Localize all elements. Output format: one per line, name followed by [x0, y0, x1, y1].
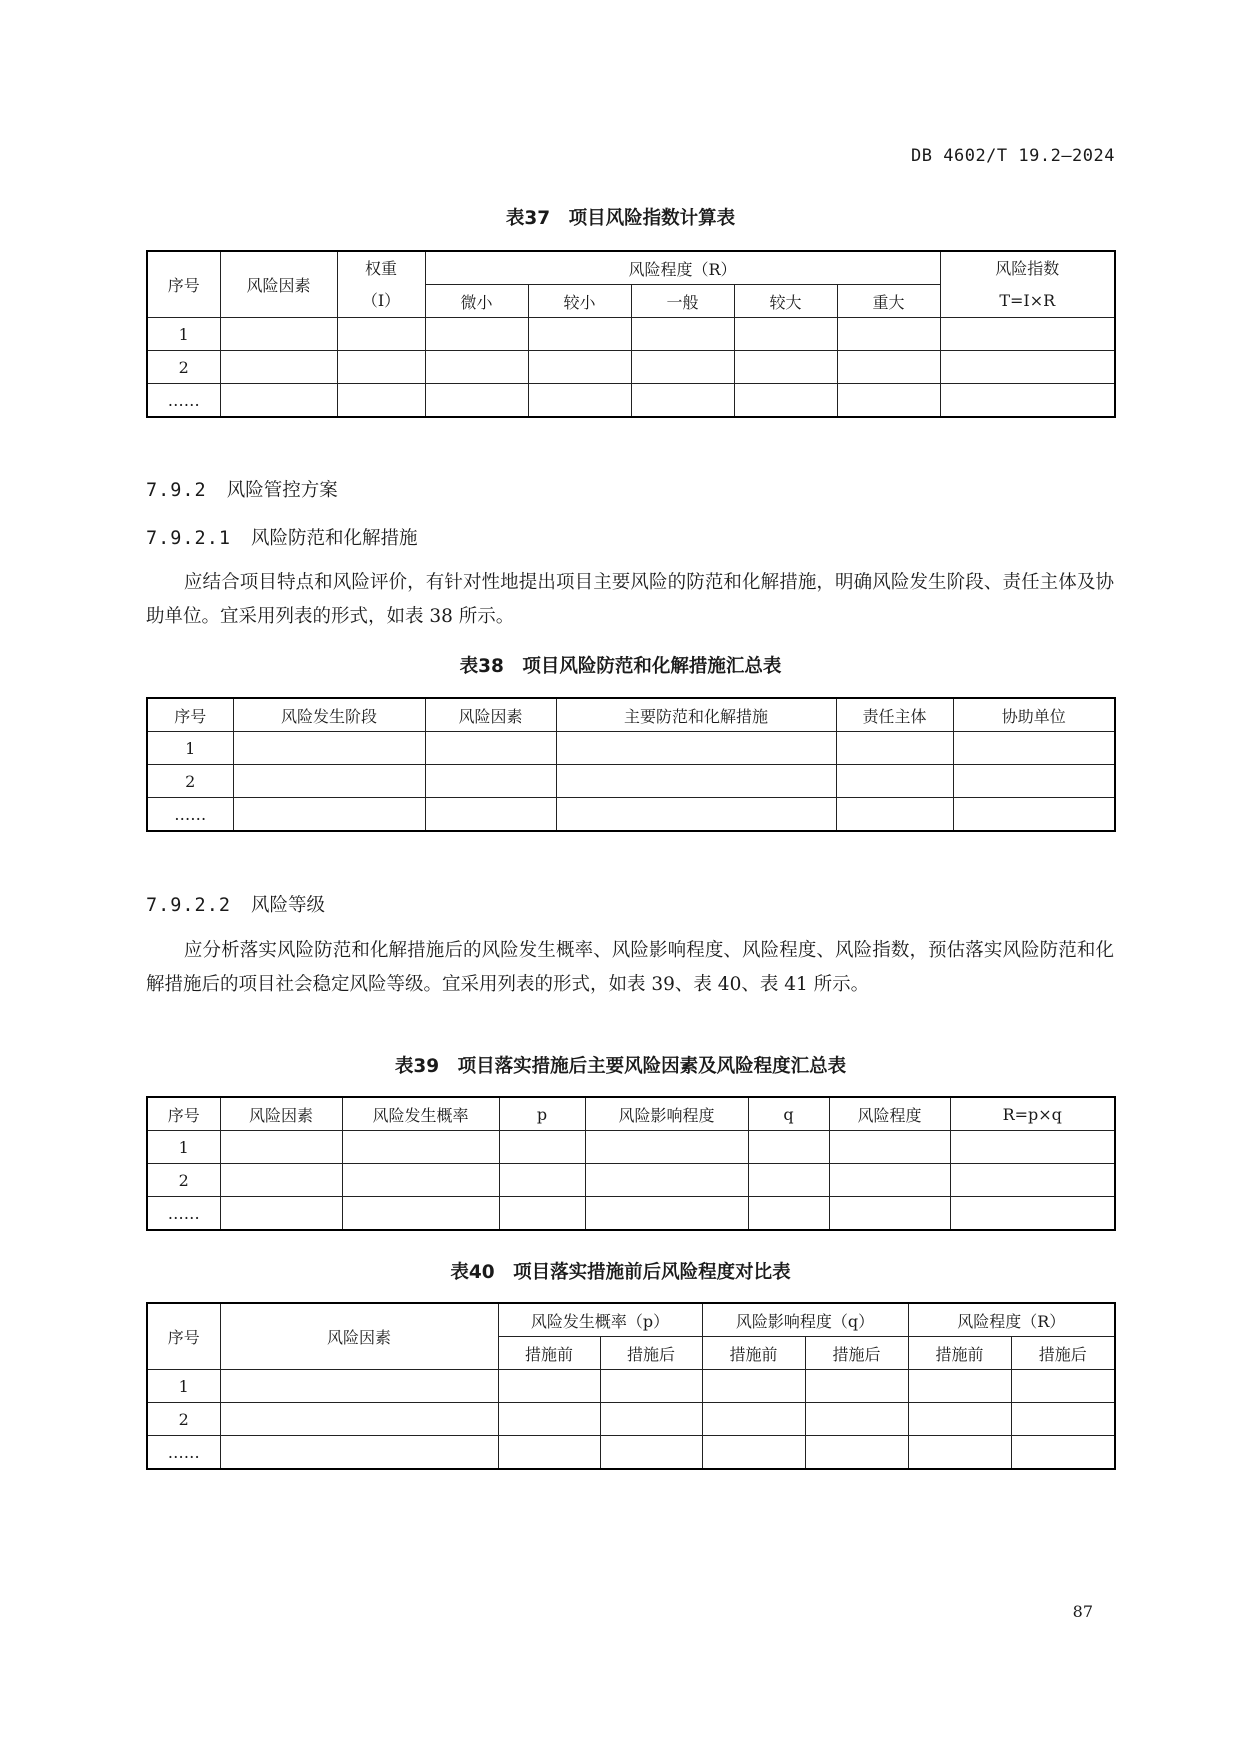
- paragraph-7-9-2-1: 应结合项目特点和风险评价，有针对性地提出项目主要风险的防范和化解措施，明确风险发生阶段、责任主体及协助单位。宜采用列表的形式，如表 38 所示。: [146, 572, 1114, 627]
- header-index-formula: T=I×R: [999, 290, 1056, 310]
- row-seq: ……: [147, 1436, 220, 1470]
- header-weight: [337, 251, 425, 318]
- table39-caption: 表39 项目落实措施后主要风险因素及风险程度汇总表: [394, 1056, 847, 1077]
- section-heading-7-9-2: [146, 476, 338, 502]
- header-factor: 风险因素: [220, 251, 337, 318]
- table-row: [147, 384, 1115, 418]
- table-row: [147, 1403, 1115, 1436]
- table-row: [147, 1436, 1115, 1470]
- header-factor: 风险因素: [220, 1303, 498, 1370]
- header-level: 一般: [631, 285, 734, 318]
- header-level: 较小: [528, 285, 631, 318]
- header-p: p: [499, 1097, 585, 1131]
- header-probability: 风险发生概率（p）: [498, 1303, 702, 1337]
- header-index: [940, 251, 1115, 318]
- row-seq: ……: [147, 1197, 220, 1231]
- header-measures: 主要防范和化解措施: [556, 698, 836, 732]
- header-assisting: 协助单位: [953, 698, 1115, 732]
- document-code: DB 4602/T 19.2—2024: [911, 146, 1115, 166]
- table-row: [147, 1131, 1115, 1164]
- row-seq: ……: [147, 798, 233, 832]
- header-after: 措施后: [1011, 1337, 1115, 1370]
- header-stage: 风险发生阶段: [233, 698, 425, 732]
- header-before: 措施前: [498, 1337, 600, 1370]
- header-degree: 风险程度: [829, 1097, 950, 1131]
- table-row: [147, 1370, 1115, 1403]
- header-seq: 序号: [147, 251, 220, 318]
- section-title: 风险防范和化解措施: [250, 528, 418, 549]
- header-factor: 风险因素: [425, 698, 556, 732]
- row-seq: 2: [147, 1164, 220, 1197]
- section-title: 风险等级: [250, 895, 325, 916]
- section-number: 7.9.2.1: [146, 528, 231, 549]
- table38: [146, 697, 1116, 832]
- table-row: [147, 765, 1115, 798]
- row-seq: 1: [147, 318, 220, 351]
- header-seq: 序号: [147, 1303, 220, 1370]
- paragraph-7-9-2-2: 应分析落实风险防范和化解措施后的风险发生概率、风险影响程度、风险程度、风险指数，预估落实风险防范和化解措施后的项目社会稳定风险等级。宜采用列表的形式，如表 39、表 40、表 41 所示。: [146, 940, 1114, 995]
- header-index-label: 风险指数: [995, 258, 1060, 278]
- header-level: 重大: [837, 285, 940, 318]
- header-formula: R=p×q: [950, 1097, 1115, 1131]
- header-seq: 序号: [147, 698, 233, 732]
- header-probability: 风险发生概率: [342, 1097, 499, 1131]
- row-seq: 1: [147, 1370, 220, 1403]
- table-row: [147, 732, 1115, 765]
- header-degree: 风险程度（R）: [425, 251, 940, 285]
- table-row: [147, 351, 1115, 384]
- row-seq: 2: [147, 351, 220, 384]
- table-row: [147, 798, 1115, 832]
- header-after: 措施后: [805, 1337, 908, 1370]
- table-row: [147, 1197, 1115, 1231]
- row-seq: 1: [147, 1131, 220, 1164]
- row-seq: 2: [147, 765, 233, 798]
- header-weight-label: 权重: [364, 258, 397, 278]
- row-seq: ……: [147, 384, 220, 418]
- table38-caption: 表38 项目风险防范和化解措施汇总表: [459, 656, 782, 677]
- table40: [146, 1302, 1116, 1470]
- header-impact: 风险影响程度（q）: [702, 1303, 908, 1337]
- header-after: 措施后: [600, 1337, 702, 1370]
- header-level: 较大: [734, 285, 837, 318]
- header-factor: 风险因素: [220, 1097, 342, 1131]
- section-number: 7.9.2: [146, 480, 207, 501]
- table-row: [147, 318, 1115, 351]
- table-row: [147, 1164, 1115, 1197]
- header-weight-symbol: （I）: [361, 290, 401, 310]
- header-level: 微小: [425, 285, 528, 318]
- header-seq: 序号: [147, 1097, 220, 1131]
- page-number: 87: [1072, 1602, 1093, 1621]
- table40-caption: 表40 项目落实措施前后风险程度对比表: [450, 1262, 791, 1283]
- section-heading-7-9-2-2: [146, 891, 325, 917]
- header-responsible: 责任主体: [836, 698, 953, 732]
- row-seq: 1: [147, 732, 233, 765]
- header-before: 措施前: [702, 1337, 805, 1370]
- header-q: q: [748, 1097, 829, 1131]
- header-impact: 风险影响程度: [585, 1097, 748, 1131]
- section-title: 风险管控方案: [226, 480, 338, 501]
- section-heading-7-9-2-1: [146, 524, 417, 550]
- table39: [146, 1096, 1116, 1231]
- header-degree: 风险程度（R）: [908, 1303, 1115, 1337]
- table37-caption: 表37 项目风险指数计算表: [505, 208, 736, 229]
- table37: [146, 250, 1116, 418]
- section-number: 7.9.2.2: [146, 895, 231, 916]
- row-seq: 2: [147, 1403, 220, 1436]
- header-before: 措施前: [908, 1337, 1011, 1370]
